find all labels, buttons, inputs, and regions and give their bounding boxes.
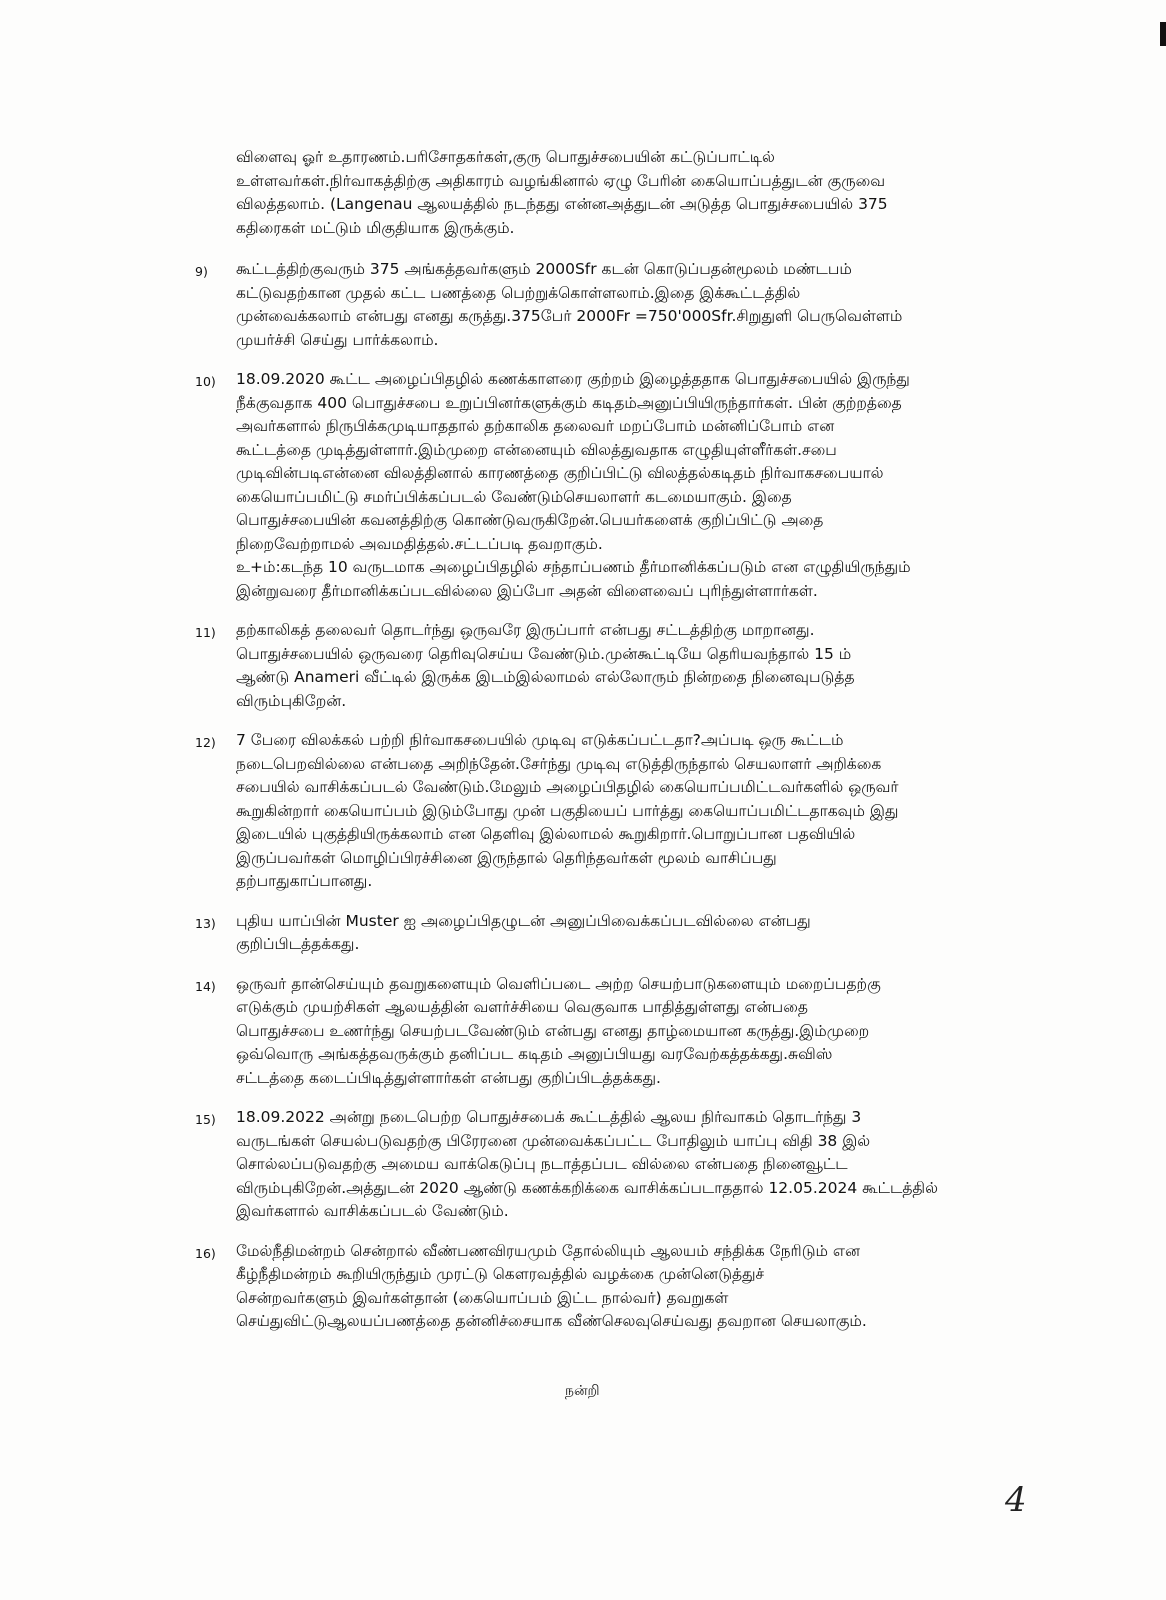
item-line: 18.09.2022 அன்று நடைபெற்ற பொதுச்சபைக் கூட்டத்தில் ஆலய நிர்வாகம் தொடர்ந்து 3 — [236, 1108, 862, 1126]
item-line: நீக்குவதாக 400 பொதுச்சபை உறுப்பினர்களுக்கும் கடிதம்அனுப்பியிருந்தார்கள். பின் குற்றத்தை — [236, 393, 902, 412]
item-line: குறிப்பிடத்தக்கது. — [236, 935, 360, 953]
item-line: ஆண்டு Anameri வீட்டில் இருக்க இடம்இல்லாமல் எல்லோரும் நின்றதை நினைவுபடுத்த — [236, 668, 855, 686]
item-number: 10) — [195, 374, 216, 389]
item-13 — [195, 910, 1025, 957]
item-line: ஒருவர் தான்செய்யும் தவறுகளையும் வெளிப்படை அற்ற செயற்பாடுகளையும் மறைப்பதற்கு — [236, 974, 881, 993]
item-line: கீழ்நீதிமன்றம் கூறியிருந்தும் முரட்டு கௌரவத்தில் வழக்கை முன்னெடுத்துச் — [236, 1265, 765, 1283]
item-10 — [195, 368, 1025, 603]
item-12 — [195, 729, 1025, 894]
item-16 — [195, 1240, 1025, 1334]
item-line: தற்பாதுகாப்பானது. — [236, 872, 373, 890]
item-9 — [195, 258, 1025, 352]
item-line: எடுக்கும் முயற்சிகள் ஆலயத்தின் வளர்ச்சியை வெகுவாக பாதித்துள்ளது என்பதை — [236, 998, 808, 1016]
item-line: கூறுகின்றார் கையொப்பம் இடும்போது முன் பகுதியைப் பார்த்து கையொப்பமிட்டதாகவும் இது — [236, 801, 899, 820]
item-line: சபையில் வாசிக்கப்படல் வேண்டும்.மேலும் அழைப்பிதழில் கையொப்பமிட்டவர்களில் ஒருவர் — [236, 778, 899, 796]
item-number: 15) — [195, 1112, 216, 1127]
intro-line: விலத்தலாம். (Langenau ஆலயத்தில் நடந்தது என்னஅத்துடன் அடுத்த பொதுச்சபையில் 375 — [236, 195, 888, 213]
intro-line: உள்ளவர்கள்.நிர்வாகத்திற்கு அதிகாரம் வழங்கினால் ஏழு பேரின் கையொப்பத்துடன் குருவை — [236, 171, 886, 190]
item-line: விரும்புகிறேன். — [236, 691, 347, 710]
handwritten-page-number: 4 — [1005, 1480, 1027, 1520]
item-line: விரும்புகிறேன்.அத்துடன் 2020 ஆண்டு கணக்கறிக்கை வாசிக்கப்படாததால் 12.05.2024 கூட்டத்தில் — [236, 1178, 939, 1197]
item-line: அவர்களால் நிருபிக்கமுடியாததால் தற்காலிக தலைவர் மறப்போம் மன்னிப்போம் என — [236, 417, 835, 435]
intro-line: கதிரைகள் மட்டும் மிகுதியாக இருக்கும். — [236, 218, 515, 237]
item-line: கையொப்பமிட்டு சமர்ப்பிக்கப்படல் வேண்டும்செயலாளர் கடமையாகும். இதை — [236, 487, 792, 506]
item-number: 11) — [195, 625, 216, 640]
item-line: சட்டத்தை கடைப்பிடித்துள்ளார்கள் என்பது குறிப்பிடத்தக்கது. — [236, 1068, 661, 1087]
item-line: பொதுச்சபையில் ஒருவரை தெரிவுசெய்ய வேண்டும்.முன்கூட்டியே தெரியவந்தால் 15 ம் — [236, 644, 852, 663]
item-line: மேல்நீதிமன்றம் சென்றால் வீண்பணவிரயமும் தோல்லியும் ஆலயம் சந்திக்க நேரிடும் என — [236, 1241, 861, 1260]
item-line: புதிய யாப்பின் Muster ஐ அழைப்பிதழுடன் அனுப்பிவைக்கப்படவில்லை என்பது — [236, 911, 811, 930]
item-line: முன்வைக்கலாம் என்பது எனது கருத்து.375பேர் 2000Fr =750'000Sfr.சிறுதுளி பெருவெள்ளம் — [236, 307, 903, 325]
item-line: நடைபெறவில்லை என்பதை அறிந்தேன்.சேர்ந்து முடிவு எடுத்திருந்தால் செயலாளர் அறிக்கை — [236, 754, 882, 773]
item-number: 16) — [195, 1245, 216, 1261]
item-number: 12) — [195, 735, 216, 750]
item-line: உ+ம்:கடந்த 10 வருடமாக அழைப்பிதழில் சந்தாப்பணம் தீர்மானிக்கப்படும் என எழுதியிருந்தும் — [236, 558, 911, 576]
item-line: முடிவின்படிஎன்னை விலத்தினால் காரணத்தை குறிப்பிட்டு விலத்தல்கடிதம் நிர்வாகசபையால் — [236, 464, 884, 482]
item-line: தற்காலிகத் தலைவர் தொடர்ந்து ஒருவரே இருப்பார் என்பது சட்டத்திற்கு மாறானது. — [236, 621, 815, 639]
item-line: இன்றுவரை தீர்மானிக்கப்படவில்லை இப்போ அதன் விளைவைப் புரிந்துள்ளார்கள். — [236, 581, 818, 600]
item-line: இடையில் புகுத்தியிருக்கலாம் என தெளிவு இல்லாமல் கூறுகிறார்.பொறுப்பான பதவியில் — [236, 825, 856, 843]
closing-thanks: நன்றி — [565, 1383, 600, 1399]
item-line: நிறைவேற்றாமல் அவமதித்தல்.சட்டப்படி தவறாகும். — [236, 534, 603, 553]
intro-paragraph — [236, 146, 1025, 240]
item-line: இருப்பவர்கள் மொழிப்பிரச்சினை இருந்தால் தெரிந்தவர்கள் மூலம் வாசிப்பது — [236, 848, 777, 867]
scan-edge-mark — [1160, 22, 1166, 46]
item-line: ஒவ்வொரு அங்கத்தவருக்கும் தனிப்பட கடிதம் அனுப்பியது வரவேற்கத்தக்கது.சுவிஸ் — [236, 1045, 833, 1063]
item-line: பொதுச்சபை உணர்ந்து செயற்படவேண்டும் என்பது எனது தாழ்மையான கருத்து.இம்முறை — [236, 1021, 870, 1040]
item-line: பொதுச்சபையின் கவனத்திற்கு கொண்டுவருகிறேன்.பெயர்களைக் குறிப்பிட்டு அதை — [236, 511, 824, 529]
item-number: 14) — [195, 978, 216, 994]
item-line: சென்றவர்களும் இவர்கள்தான் (கையொப்பம் இட்ட நால்வர்) தவறுகள் — [236, 1288, 729, 1307]
item-line: 18.09.2020 கூட்ட அழைப்பிதழில் கணக்காளரை குற்றம் இழைத்ததாக பொதுச்சபையில் இருந்து — [236, 370, 910, 388]
item-line: சொல்லப்படுவதற்கு அமைய வாக்கெடுப்பு நடாத்தப்பட வில்லை என்பதை நினைவூட்ட — [236, 1155, 848, 1173]
item-line: வருடங்கள் செயல்படுவதற்கு பிரேரனை முன்வைக்கப்பட்ட போதிலும் யாப்பு விதி 38 இல் — [236, 1131, 871, 1150]
item-line: கட்டுவதற்கான முதல் கட்ட பணத்தை பெற்றுக்கொள்ளலாம்.இதை இக்கூட்டத்தில் — [236, 283, 801, 302]
item-number: 13) — [195, 915, 216, 931]
letter-body — [195, 146, 1025, 1334]
item-number: 9) — [195, 264, 208, 279]
item-11 — [195, 619, 1025, 713]
item-line: முயர்ச்சி செய்து பார்க்கலாம். — [236, 330, 439, 349]
item-line: கூட்டத்தை முடித்துள்ளார்.இம்முறை என்னையும் விலத்துவதாக எழுதியுள்ளீர்கள்.சபை — [236, 440, 837, 459]
item-line: இவர்களால் வாசிக்கப்படல் வேண்டும். — [236, 1202, 509, 1220]
item-line: 7 பேரை விலக்கல் பற்றி நிர்வாகசபையில் முடிவு எடுக்கப்பட்டதா?அப்படி ஒரு கூட்டம் — [236, 731, 844, 749]
item-line: செய்துவிட்டுஆலயப்பணத்தை தன்னிச்சையாக வீண்செலவுசெய்வது தவறான செயலாகும். — [236, 1312, 867, 1330]
intro-line: விளைவு ஓர் உதாரணம்.பரிசோதகர்கள்,குரு பொதுச்சபையின் கட்டுப்பாட்டில் — [236, 148, 775, 166]
item-14 — [195, 973, 1025, 1091]
item-15 — [195, 1106, 1025, 1224]
item-line: கூட்டத்திற்குவரும் 375 அங்கத்தவர்களும் 2000Sfr கடன் கொடுப்பதன்மூலம் மண்டபம் — [236, 260, 852, 278]
